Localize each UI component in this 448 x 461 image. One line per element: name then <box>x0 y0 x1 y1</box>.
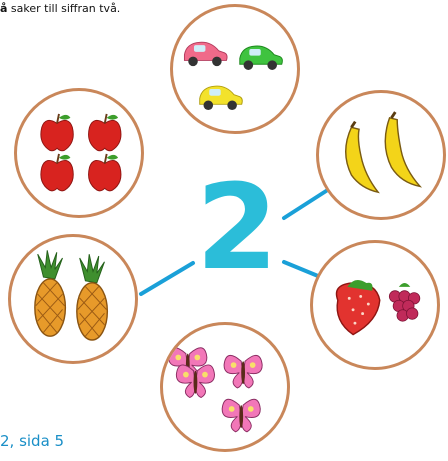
group-cars[interactable] <box>170 4 300 134</box>
group-butterflies[interactable] <box>160 322 290 452</box>
center-number-two: 2 <box>196 158 279 296</box>
butterfly-icon <box>163 325 287 449</box>
banana-icon <box>319 93 443 217</box>
instruction-rest: saker till siffran två. <box>7 2 121 15</box>
berry-icon <box>313 243 437 367</box>
group-apples[interactable] <box>14 88 144 218</box>
pineapple-icon <box>11 237 135 361</box>
page-reference: 2, sida 5 <box>0 432 65 450</box>
apple-icon <box>17 91 141 215</box>
group-bananas[interactable] <box>316 90 446 220</box>
connector-line-pineapples[interactable] <box>141 263 193 294</box>
car-icon <box>173 7 297 131</box>
group-berries[interactable] <box>310 240 440 370</box>
group-pineapples[interactable] <box>8 234 138 364</box>
instruction-bold-fragment: å <box>0 2 8 15</box>
